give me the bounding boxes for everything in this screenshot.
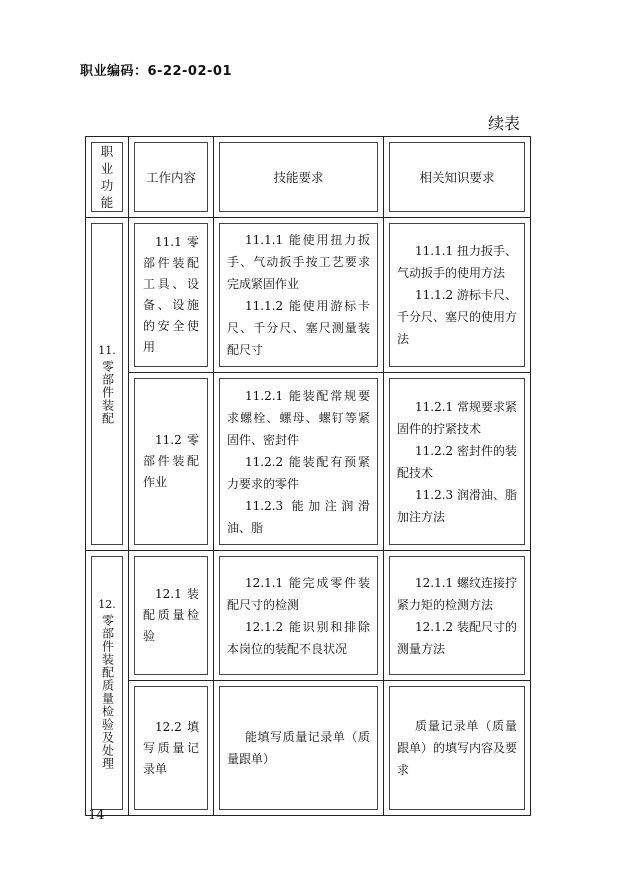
- skill-item: 11.2.2 能装配有预紧力要求的零件: [227, 454, 370, 491]
- function-cell: [91, 556, 123, 810]
- skill-item: 11.2.3 能加注润滑油、脂: [227, 498, 370, 535]
- occupation-code: 职业编码：6-22-02-01: [80, 64, 233, 79]
- knowledge-item: 12.1.1 螺纹连接拧紧力矩的检测方法: [397, 575, 517, 612]
- function-name: 零部件装配: [100, 360, 115, 425]
- col-header-work: 工作内容: [134, 142, 208, 212]
- work-content: 12.1 装配质量检验: [143, 587, 199, 643]
- function-number: 12.: [98, 597, 116, 611]
- skill-item: 能填写质量记录单（质量跟单）: [227, 730, 370, 766]
- continued-label: 续表: [488, 114, 521, 133]
- knowledge-item: 11.1.1 扭力扳手、气动扳手的使用方法: [397, 244, 517, 280]
- skill-item: 12.1.2 能识别和排除本岗位的装配不良状况: [227, 619, 370, 656]
- function-name: 零部件装配质量检验及处理: [100, 613, 115, 770]
- skill-item: 11.2.1 能装配常规要求螺栓、螺母、螺钉等紧固件、密封件: [227, 388, 370, 447]
- work-content: 11.2 零部件装配作业: [143, 433, 199, 489]
- knowledge-item: 11.1.2 游标卡尺、千分尺、塞尺的使用方法: [397, 288, 518, 346]
- knowledge-item: 11.2.3 润滑油、脂加注方法: [397, 487, 517, 524]
- header-row: [86, 137, 531, 218]
- skill-item: 11.1.1 能使用扭力扳手、气动扳手按工艺要求完成紧固作业: [227, 233, 370, 291]
- work-content: 11.1 零部件装配工具、设备、设施的安全使用: [143, 235, 199, 354]
- table-row: [86, 218, 531, 373]
- table-row: [86, 373, 531, 551]
- knowledge-item: 质量记录单（质量跟单）的填写内容及要求: [397, 719, 518, 777]
- function-cell: [91, 223, 123, 545]
- skill-item: 11.1.2 能使用游标卡尺、千分尺、塞尺测量装配尺寸: [227, 299, 370, 357]
- col-header-skills: 技能要求: [219, 142, 378, 212]
- function-number: 11.: [98, 344, 116, 357]
- page-number: 14: [88, 808, 105, 823]
- table-row: [86, 681, 531, 816]
- knowledge-item: 11.2.1 常规要求紧固件的拧紧技术: [397, 399, 517, 436]
- col-header-knowledge: 相关知识要求: [389, 142, 525, 212]
- work-content: 12.2 填写质量记录单: [143, 719, 199, 776]
- col-header-function: 职业功能: [91, 142, 123, 212]
- skills-table: [85, 136, 531, 816]
- skill-item: 12.1.1 能完成零件装配尺寸的检测: [227, 575, 370, 612]
- knowledge-item: 12.1.2 装配尺寸的测量方法: [397, 619, 517, 656]
- knowledge-item: 11.2.2 密封件的装配技术: [397, 443, 517, 480]
- table-row: [86, 551, 531, 681]
